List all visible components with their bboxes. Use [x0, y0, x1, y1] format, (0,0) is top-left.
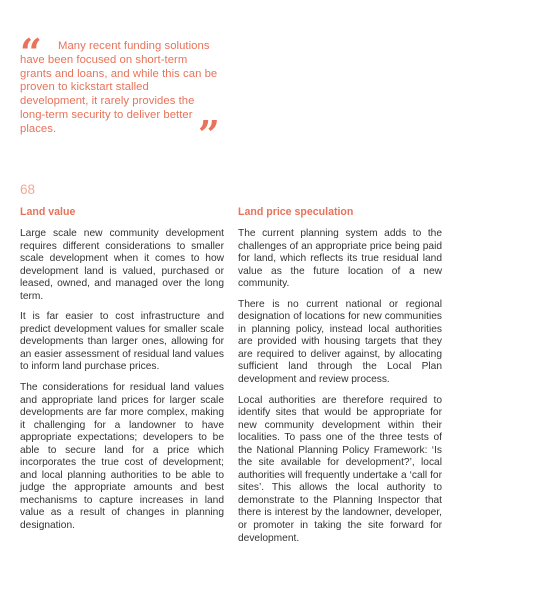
paragraph: Large scale new community development requires different considerations to smaller scale development when it comes to how development land is valued, purchased or leased, owned, and managed over the long term.: [20, 228, 224, 302]
page-number: 68: [20, 182, 36, 197]
pull-quote: [20, 30, 226, 157]
close-quote-mark-icon: ”: [198, 112, 220, 157]
column-land-value: [20, 206, 224, 541]
paragraph: The considerations for residual land values and appropriate land prices for larger scale developments are far more complex, making it challenging for a landowner to have appropriate expectations; developers to be able to secure land for a price which incorporates the true cost of development; and local planning authorities to be able to judge the appropriate amounts and best mechanisms to capture increases in land value as a result of changes in planning designation.: [20, 382, 224, 532]
paragraph: It is far easier to cost infrastructure and predict development values for smaller scale developments than larger ones, allowing for an easier assessment of residual land values to inform land purchase prices.: [20, 311, 224, 373]
paragraph: The current planning system adds to the challenges of an appropriate price being paid for land, which reflects its true residual land value as the future location of a new community.: [238, 228, 442, 290]
pull-quote-text: Many recent funding solutions have been focused on short-term grants and loans, and while this can be proven to kickstart stalled development, it rarely provides the long-term security to deliver better places.: [20, 40, 218, 135]
paragraph: There is no current national or regional designation of locations for new communities in planning policy, instead local authorities are provided with housing targets that they are required to deliver against, by allocating sufficient land through the Local Plan development and review process.: [238, 298, 442, 386]
section-heading: Land value: [20, 206, 76, 218]
section-heading: Land price speculation: [238, 206, 354, 218]
column-land-price-speculation: [238, 206, 442, 553]
open-quote-mark-icon: “: [20, 30, 42, 75]
paragraph: Local authorities are therefore required to identify sites that would be appropriate for new community development within their localities. To pass one of the three tests of the National Planning Policy Framework: ‘Is the site available for development?’, local authorities will frequently undertake a ‘call for sites’. This allows the local authority to demonstrate to the Planning Inspector that there is interest by the landowner, developer, or promoter in taking the site forward for development.: [238, 394, 442, 544]
